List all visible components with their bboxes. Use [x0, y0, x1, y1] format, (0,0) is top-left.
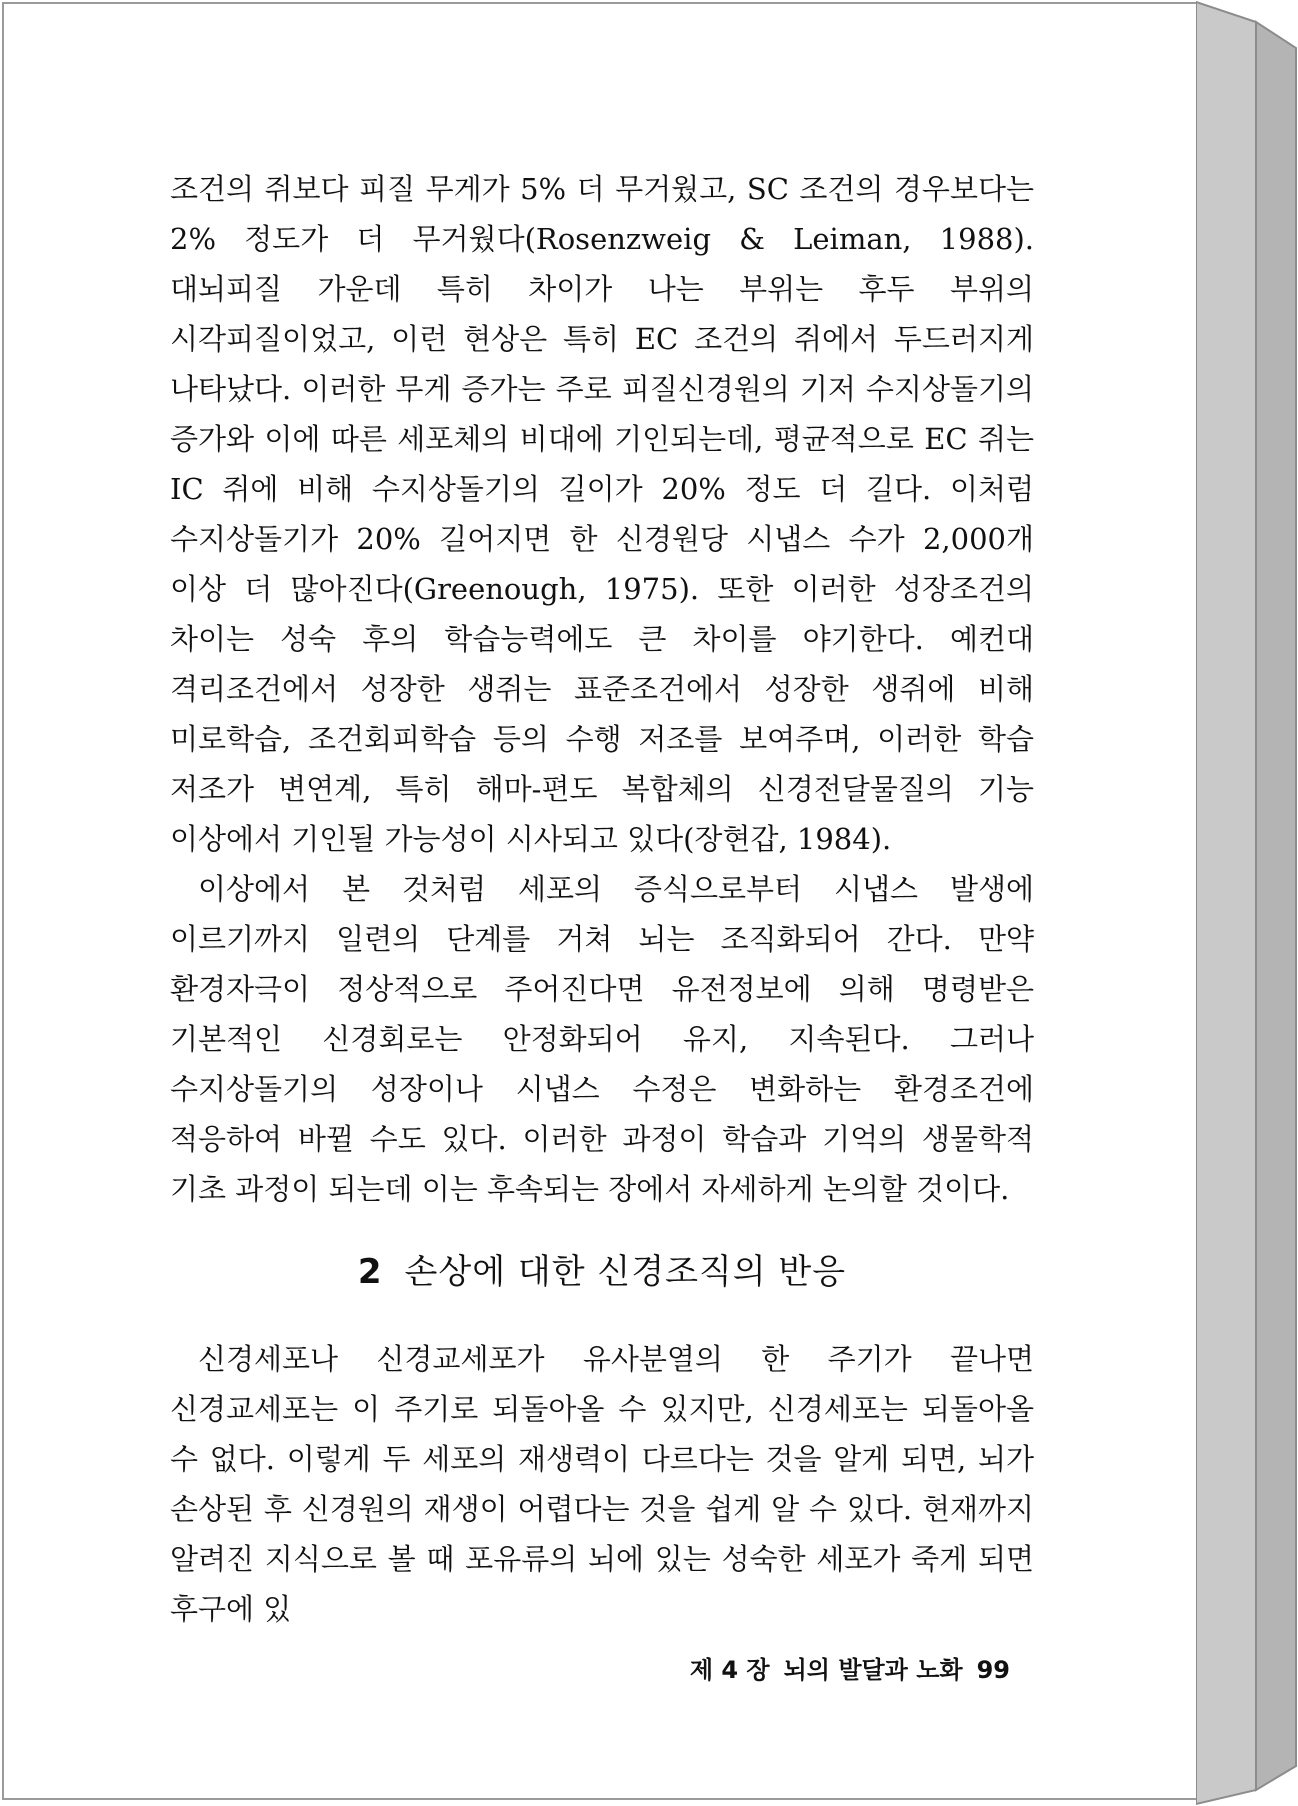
paragraph-1: 조건의 쥐보다 피질 무게가 5% 더 무거웠고, SC 조건의 경우보다는 2% 정도가 더 무거웠다(Rosenzweig & Leiman, 1988). 대뇌피질 가운데 특히 차이가 나는 부위는 후두 부위의 시각피질이었고, 이런 현상은 특히 EC 조건의 쥐에서 두드러지게 나타났다. 이러한 무게 증가는 주로 피질신경원의 기저 수지상돌기의 증가와 이에 따른 세포체의 비대에 기인되는데, 평균적으로 EC 쥐는 IC 쥐에 비해 수지상돌기의 길이가 20% 정도 더 길다. 이처럼 수지상돌기가 20% 길어지면 한 신경원당 시냅스 수가 2,000개 이상 더 많아진다(Greenough, 1975). 또한 이러한 성장조건의 차이는 성숙 후의 학습능력에도 큰 차이를 야기한다. 예컨대 격리조건에서 성장한 생쥐는 표준조건에서 성장한 생쥐에 비해 미로학습, 조건회피학습 등의 수행 저조를 보여주며, 이러한 학습 저조가 변연계, 특히 해마-편도 복합체의 신경전달물질의 기능 이상에서 기인될 가능성이 시사되고 있다(장현갑, 1984). [170, 172, 1034, 856]
section-title: 손상에 대한 신경조직의 반응 [404, 1252, 847, 1292]
section-heading [170, 1244, 1034, 1293]
book-page [2, 2, 1198, 1800]
book-spine-edge [1196, 0, 1298, 1806]
section-number: 2 [357, 1252, 383, 1292]
footer-chapter-title: 뇌의 발달과 노화 [783, 1656, 963, 1684]
section-body-text [170, 1334, 1034, 1634]
paragraph-2: 이상에서 본 것처럼 세포의 증식으로부터 시냅스 발생에 이르기까지 일련의 단계를 거쳐 뇌는 조직화되어 간다. 만약 환경자극이 정상적으로 주어진다면 유전정보에 의해 명령받은 기본적인 신경회로는 안정화되어 유지, 지속된다. 그러나 수지상돌기의 성장이나 시냅스 수정은 변화하는 환경조건에 적응하여 바뀔 수도 있다. 이러한 과정이 학습과 기억의 생물학적 기초 과정이 되는데 이는 후속되는 장에서 자세하게 논의할 것이다. [170, 872, 1034, 1206]
section-paragraph: 신경세포나 신경교세포가 유사분열의 한 주기가 끝나면 신경교세포는 이 주기로 되돌아올 수 있지만, 신경세포는 되돌아올 수 없다. 이렇게 두 세포의 재생력이 다르다는 것을 알게 되면, 뇌가 손상된 후 신경원의 재생이 어렵다는 것을 쉽게 알 수 있다. 현재까지 알려진 지식으로 볼 때 포유류의 뇌에 있는 성숙한 세포가 죽게 되면 후구에 있 [170, 1342, 1034, 1626]
footer-chapter: 제 4 장 [689, 1656, 770, 1684]
page-footer [170, 1650, 1010, 1685]
body-text [170, 164, 1034, 1214]
page-number: 99 [976, 1656, 1010, 1684]
